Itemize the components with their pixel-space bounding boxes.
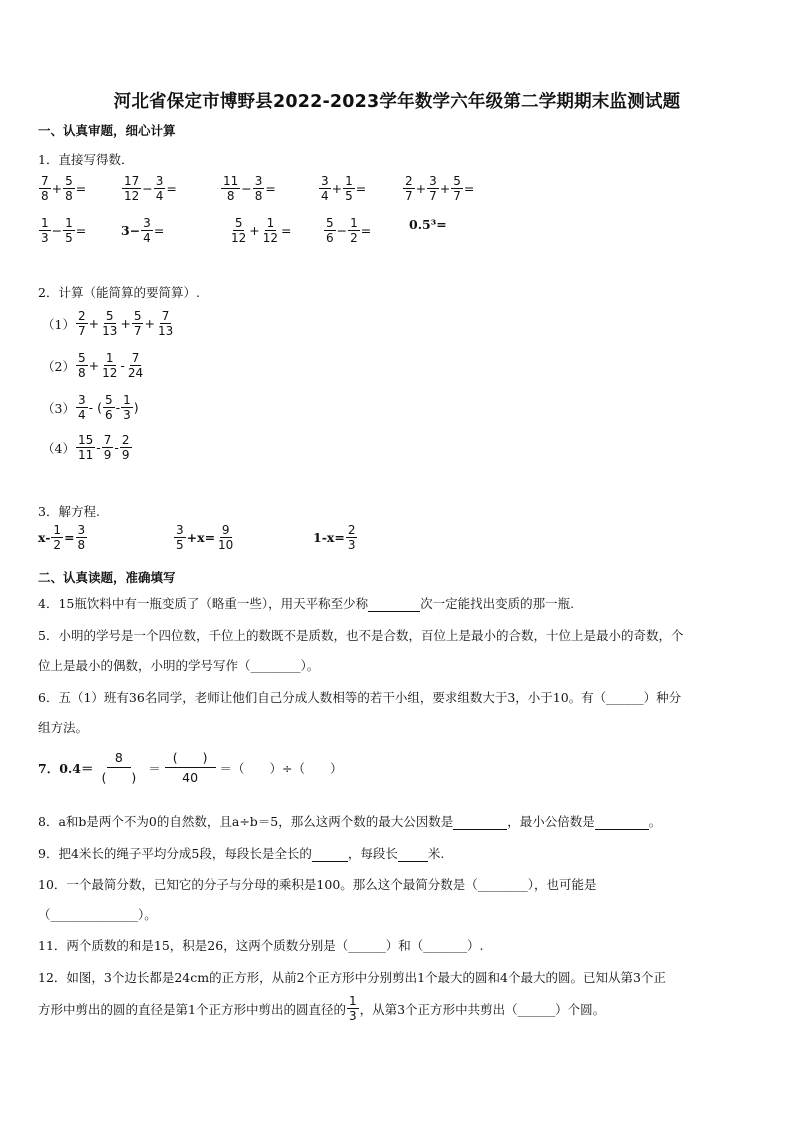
q1-row2-item-2	[121, 217, 164, 244]
q1-row1-item-4-frac-a-numerator: 3	[321, 174, 329, 188]
q6-line1: 6．五（1）班有36名同学，老师让他们自己分成人数相等的若干小组，要求组数大于3，小于10。有（______）种分	[38, 690, 682, 705]
q2-item-2-frac-1-denominator: 8	[77, 366, 86, 380]
q3-eq2-frac-2-numerator: 9	[221, 523, 230, 537]
q4-answer-blank[interactable]	[368, 596, 420, 612]
q1-row1-item-2-frac-b	[154, 175, 166, 202]
q2-item-1-frac-4-numerator: 7	[161, 309, 170, 323]
q1-row2-item-4-frac-b	[348, 217, 360, 244]
q1-row2-item-1-frac-a-denominator: 3	[41, 231, 49, 245]
q3-eq3-frac-2-denominator: 3	[347, 538, 356, 552]
q1-row1-item-5	[402, 175, 474, 202]
q1-item-operator: +	[249, 223, 260, 238]
q1-item-equals: =	[166, 181, 177, 196]
q1-row1-item-2-frac-a	[122, 175, 141, 202]
q3-eq3-frac-2	[346, 524, 358, 551]
q3-eq2-frac-1	[174, 524, 186, 551]
q1-row1-item-4-frac-a-denominator: 4	[321, 189, 329, 203]
q1-item-equals: =	[75, 181, 87, 196]
q3-equation-1	[38, 524, 88, 551]
q2-item-3-frac-3-numerator: 1	[123, 393, 131, 407]
q1-row1-item-2-frac-a-numerator: 17	[124, 174, 140, 188]
q9	[38, 844, 444, 862]
q1-row1-item-3-frac-b-denominator: 8	[254, 189, 263, 203]
q1-item-operator: −	[336, 223, 348, 238]
q2-item-4	[42, 434, 133, 461]
q2-item-1-frac-3-denominator: 7	[133, 324, 142, 338]
section1-heading: 一、认真审题，细心计算	[38, 123, 176, 138]
q7	[38, 750, 342, 785]
q2-item-3-frac-1-denominator: 4	[77, 408, 86, 422]
q1-item-equals: =	[463, 181, 475, 196]
q3-eq1-frac-2	[76, 524, 88, 551]
q1-item-equals: =	[281, 223, 292, 238]
q1-row2-item-4-frac-a-denominator: 6	[326, 231, 334, 245]
q1-row1-item-3-frac-b	[253, 175, 265, 202]
q9-length-blank[interactable]	[398, 846, 428, 862]
q1-row1-item-2-frac-b-denominator: 4	[155, 189, 164, 203]
q2-item-3	[42, 394, 139, 421]
q1-row2-item-1-frac-b-denominator: 5	[65, 231, 73, 245]
q1-row2-item-3-frac-a-numerator: 5	[234, 216, 243, 230]
q3-equation-3	[313, 524, 358, 551]
q2-item-2-frac-2	[100, 352, 119, 379]
q4	[38, 594, 574, 612]
q2-item-4-frac-3-denominator: 9	[121, 448, 130, 462]
q2-item-4-frac-1-numerator: 15	[77, 433, 94, 447]
q1-row1-item-5-frac-c	[451, 175, 463, 202]
q1-row1-item-1	[38, 175, 86, 202]
q2-item-1	[42, 310, 176, 337]
q7-den2: 40	[182, 770, 199, 785]
q1-row2-item-1-frac-a	[39, 217, 51, 244]
q1-row2-item-5-text: 0.5³=	[409, 217, 447, 232]
q1-item-operator: −	[142, 181, 153, 196]
q2-item-3-frac-2-numerator: 5	[104, 393, 113, 407]
q1-row2-item-3-frac-b-denominator: 12	[262, 231, 279, 245]
q1-row2-item-4-frac-b-denominator: 2	[350, 231, 358, 245]
q1-row1-item-3-frac-a	[221, 175, 240, 202]
q3-eq2-frac-1-numerator: 3	[176, 523, 184, 537]
q3-eq1-frac-2-numerator: 3	[77, 523, 86, 537]
q2-item-operator: +	[88, 358, 100, 373]
q6-line2: 组方法。	[38, 720, 89, 735]
q7-tail: ＝（ ）÷（ ）	[219, 760, 343, 776]
section2-heading: 二、认真读题，准确填写	[38, 570, 176, 585]
q7-fraction-2	[165, 750, 216, 785]
q3-eq-mid: +x=	[186, 530, 216, 545]
q8-text-b: ，最小公倍数是	[507, 814, 595, 829]
q1-row1-item-3-frac-a-denominator: 8	[226, 189, 235, 203]
q2-item-label: （2）	[42, 358, 75, 374]
q1-row1-item-5-frac-a-numerator: 2	[405, 174, 413, 188]
q2-item-operator: -	[120, 358, 125, 373]
q2-item-1-frac-4	[156, 310, 175, 337]
q1-row2-item-1	[38, 217, 86, 244]
q1-item-equals: =	[75, 223, 87, 238]
q1-row1-item-3-frac-b-numerator: 3	[254, 174, 263, 188]
q1-row2-item-3-frac-b-numerator: 1	[266, 216, 275, 230]
q2-item-label: （4）	[42, 440, 75, 456]
q2-item-label: （1）	[42, 316, 75, 332]
q12-fraction	[347, 995, 359, 1022]
q3-eq1-frac-2-denominator: 8	[77, 538, 86, 552]
q4-text-b: 次一定能找出变质的那一瓶.	[420, 596, 575, 611]
q1-row2-item-3-frac-b	[261, 217, 280, 244]
q3-eq1-frac-1-numerator: 1	[53, 523, 62, 537]
q10-line1: 10．一个最简分数，已知它的分子与分母的乘积是100。那么这个最简分数是（________），也可能是	[38, 877, 597, 892]
q2-item-1-frac-2	[100, 310, 119, 337]
q1-row2-item-4	[323, 217, 371, 244]
q12-line2	[38, 995, 605, 1022]
q1-row1-item-3	[220, 175, 276, 202]
q2-item-2	[42, 352, 146, 379]
q3-eq-lead: 1-x=	[313, 530, 345, 545]
q2-item-3-frac-2-denominator: 6	[104, 408, 113, 422]
q12-frac-den: 3	[348, 1009, 357, 1023]
q2-item-4-frac-1	[76, 434, 95, 461]
q9-text-c: 米.	[427, 846, 445, 861]
q1-row1-item-1-frac-b	[63, 175, 75, 202]
q1-row1-item-1-frac-b-denominator: 8	[65, 189, 73, 203]
q2-item-2-frac-2-denominator: 12	[102, 366, 118, 380]
q12-frac-num: 1	[348, 994, 357, 1008]
q12-line1: 12．如图，3个边长都是24cm的正方形，从前2个正方形中分别剪出1个最大的圆和4个最大的圆。已知从第3个正	[38, 970, 666, 985]
q1-item-operator: −	[241, 181, 252, 196]
q2-stem: 2．计算（能简算的要简算）.	[38, 285, 200, 300]
q7-lead: 7．0.4＝	[38, 760, 94, 776]
q1-row1-item-5-frac-a	[403, 175, 415, 202]
q2-item-4-frac-3-numerator: 2	[121, 433, 130, 447]
q1-row2-item-2-frac-b-denominator: 4	[143, 231, 151, 245]
q1-item-equals: =	[355, 181, 367, 196]
q1-row1-item-2-frac-a-denominator: 12	[124, 189, 140, 203]
q1-row1-item-4-frac-a	[319, 175, 331, 202]
q1-item-lead: 3−	[121, 223, 141, 238]
q1-row2-item-2-frac-b-numerator: 3	[143, 216, 151, 230]
q3-eq-mid: =	[64, 530, 75, 545]
q2-item-3-frac-2	[103, 394, 115, 421]
q2-item-operator: -	[115, 400, 121, 415]
q2-item-3-frac-1	[76, 394, 88, 421]
q1-item-operator: −	[51, 223, 63, 238]
q1-item-operator: +	[415, 181, 427, 196]
q1-row2-item-3	[228, 217, 292, 244]
q1-row2-item-3-frac-a-denominator: 12	[231, 231, 247, 245]
q2-item-2-frac-1	[76, 352, 88, 379]
q1-row1-item-4	[318, 175, 366, 202]
q3-eq1-frac-1	[51, 524, 63, 551]
q2-item-operator: +	[144, 316, 155, 331]
q1-row2-item-4-frac-b-numerator: 1	[350, 216, 358, 230]
q1-row1-item-5-frac-b-numerator: 3	[429, 174, 437, 188]
q1-row1-item-2-frac-b-numerator: 3	[155, 174, 164, 188]
q3-eq3-frac-2-numerator: 2	[347, 523, 356, 537]
q2-item-close-paren: )	[133, 400, 139, 415]
q3-eq-lead: x-	[38, 530, 51, 545]
q1-item-operator-2: +	[439, 181, 451, 196]
q2-item-operator: -	[96, 440, 101, 455]
q1-row2-item-1-frac-b-numerator: 1	[65, 216, 73, 230]
q2-item-2-frac-3-numerator: 7	[131, 351, 140, 365]
q2-item-2-frac-3-denominator: 24	[127, 366, 144, 380]
q7-fraction-1	[93, 750, 144, 785]
q2-item-2-frac-1-numerator: 5	[77, 351, 86, 365]
q2-item-operator: +	[120, 316, 131, 331]
q1-row2-item-5	[409, 217, 447, 232]
q2-item-1-frac-1-numerator: 2	[77, 309, 86, 323]
q5-line2: 位上是最小的偶数，小明的学号写作（________）。	[38, 658, 320, 673]
q2-item-2-frac-3	[126, 352, 145, 379]
q10-line2: （______________）。	[38, 907, 157, 922]
q3-eq2-frac-1-denominator: 5	[176, 538, 184, 552]
q1-row2-item-4-frac-a	[324, 217, 336, 244]
q3-eq2-frac-2-denominator: 10	[218, 538, 234, 552]
q1-row1-item-5-frac-b	[427, 175, 439, 202]
q1-row1-item-4-frac-b-numerator: 1	[345, 174, 353, 188]
q9-fraction-blank[interactable]	[312, 846, 348, 862]
q2-item-4-frac-2	[102, 434, 114, 461]
q1-row1-item-1-frac-a-numerator: 7	[41, 174, 49, 188]
q1-row1-item-2	[121, 175, 177, 202]
q7-num1: 8	[107, 750, 131, 768]
q1-row2-item-3-frac-a	[229, 217, 248, 244]
q3-eq1-frac-1-denominator: 2	[53, 538, 62, 552]
q12-text-b: ，从第3个正方形中共剪出（______）个圆。	[359, 1001, 606, 1017]
q2-item-operator: -	[114, 440, 119, 455]
q2-item-1-frac-3	[132, 310, 144, 337]
q8-gcd-blank[interactable]	[453, 814, 507, 830]
q7-den1-blank[interactable]: ( )	[101, 770, 137, 785]
q11: 11．两个质数的和是15，积是26，这两个质数分别是（______）和（_______）.	[38, 938, 484, 953]
q1-item-operator: +	[51, 181, 63, 196]
page-title: 河北省保定市博野县2022-2023学年数学六年级第二学期期末监测试题	[113, 92, 681, 112]
q8-lcm-blank[interactable]	[595, 814, 649, 830]
q5-line1: 5．小明的学号是一个四位数，千位上的数既不是质数，也不是合数，百位上是最小的合数，十位上是最小的奇数，个	[38, 628, 684, 643]
q2-item-1-frac-1	[76, 310, 88, 337]
q2-item-4-frac-3	[120, 434, 132, 461]
q2-item-4-frac-1-denominator: 11	[77, 448, 94, 462]
q1-row1-item-5-frac-c-numerator: 5	[453, 174, 461, 188]
q1-item-equals: =	[153, 223, 165, 238]
q8	[38, 812, 661, 830]
q1-row2-item-1-frac-a-numerator: 1	[41, 216, 49, 230]
q2-item-3-frac-3-denominator: 3	[123, 408, 131, 422]
q2-item-4-frac-2-numerator: 7	[103, 433, 112, 447]
q1-item-equals: =	[360, 223, 372, 238]
q1-row1-item-1-frac-a-denominator: 8	[41, 189, 49, 203]
q1-item-operator: +	[331, 181, 343, 196]
q1-row1-item-4-frac-b	[343, 175, 355, 202]
q2-item-3-frac-3	[121, 394, 133, 421]
q9-text-b: ，每段长	[347, 846, 398, 861]
q2-item-2-frac-2-numerator: 1	[105, 351, 114, 365]
q12-text-a: 方形中剪出的圆的直径是第1个正方形中剪出的圆直径的	[38, 1001, 346, 1017]
q2-item-1-frac-2-numerator: 5	[105, 309, 114, 323]
q8-text-c: 。	[648, 814, 662, 829]
q1-row1-item-5-frac-a-denominator: 7	[405, 189, 413, 203]
q1-row2-item-2-frac-b	[141, 217, 153, 244]
q2-item-operator: +	[88, 316, 100, 331]
q1-row2-item-4-frac-a-numerator: 5	[326, 216, 334, 230]
q1-row1-item-1-frac-a	[39, 175, 51, 202]
q1-row1-item-4-frac-b-denominator: 5	[345, 189, 353, 203]
q3-stem: 3．解方程.	[38, 504, 100, 519]
q7-equals: ＝	[148, 760, 161, 776]
q9-text-a: 9．把4米长的绳子平均分成5段，每段长是全长的	[38, 846, 312, 861]
q8-text-a: 8．a和b是两个不为0的自然数，且a÷b＝5，那么这两个数的最大公因数是	[38, 814, 454, 829]
q2-item-label: （3）	[42, 400, 75, 416]
q4-text-a: 4．15瓶饮料中有一瓶变质了（略重一些），用天平称至少称	[38, 596, 369, 611]
q1-row1-item-5-frac-b-denominator: 7	[429, 189, 437, 203]
q2-item-1-frac-1-denominator: 7	[77, 324, 86, 338]
q2-item-1-frac-4-denominator: 13	[157, 324, 174, 338]
q1-row1-item-3-frac-a-numerator: 11	[223, 174, 239, 188]
q1-row1-item-1-frac-b-numerator: 5	[65, 174, 73, 188]
q3-equation-2	[173, 524, 236, 551]
q2-item-1-frac-3-numerator: 5	[133, 309, 142, 323]
q2-item-3-frac-1-numerator: 3	[77, 393, 86, 407]
q2-item-4-frac-2-denominator: 9	[103, 448, 112, 462]
q1-item-equals: =	[265, 181, 276, 196]
q1-row1-item-5-frac-c-denominator: 7	[453, 189, 461, 203]
q1-row2-item-1-frac-b	[63, 217, 75, 244]
q2-item-operator: - (	[88, 400, 102, 415]
q1-stem: 1．直接写得数．	[38, 152, 134, 167]
q2-item-1-frac-2-denominator: 13	[102, 324, 118, 338]
q3-eq2-frac-2	[216, 524, 235, 551]
q7-num2-blank[interactable]: ( )	[165, 750, 216, 768]
